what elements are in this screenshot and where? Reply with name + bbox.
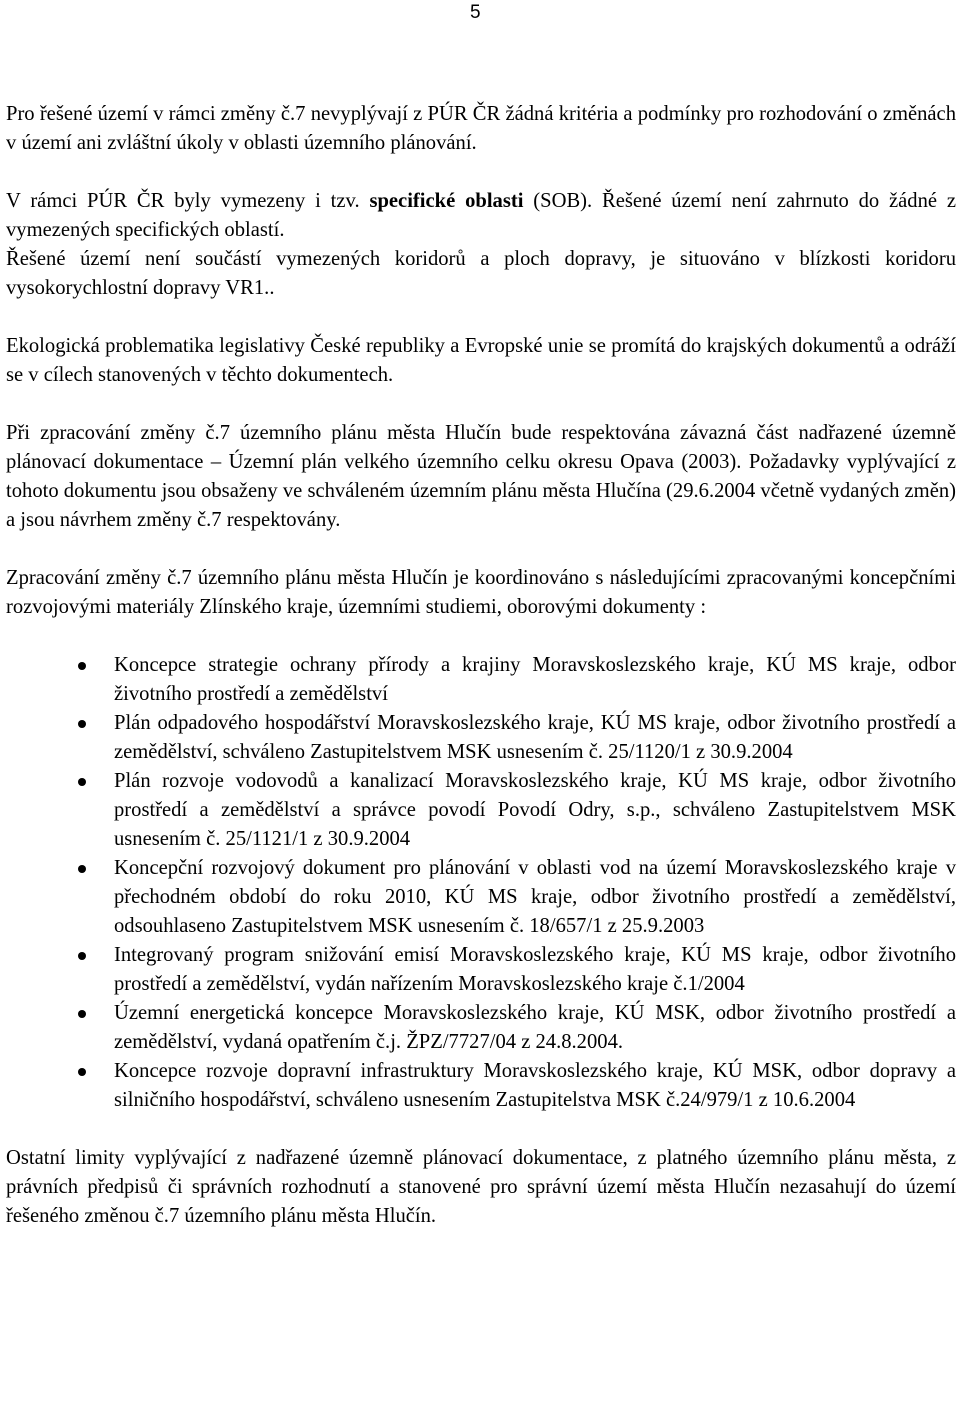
paragraph-text: (SOB). Řešené území není zahrnuto do žádné z vymezených specifických oblastí.	[6, 190, 957, 241]
list-item: Koncepční rozvojový dokument pro plánování v oblasti vod na území Moravskoslezského kraje v přechodném období do roku 2010, KÚ MS kraje, odbor životního prostředí a zemědělství, odsouhlaseno Zastupitelstvem MSK usnesením č. 18/657/1 z 25.9.2003	[6, 854, 956, 941]
paragraph-pur-criteria: Pro řešené území v rámci změny č.7 nevyplývají z PÚR ČR žádná kritéria a podmínky pro rozhodování o změnách v území ani zvláštní úkoly v oblasti územního plánování.	[6, 103, 956, 154]
paragraph-text: V rámci PÚR ČR byly vymezeny i tzv.	[6, 190, 370, 212]
list-item: Územní energetická koncepce Moravskoslezského kraje, KÚ MSK, odbor životního prostředí a zemědělství, vydaná opatřením č.j. ŽPZ/7727/04 z 24.8.2004.	[6, 999, 956, 1057]
list-item: Koncepce strategie ochrany přírody a krajiny Moravskoslezského kraje, KÚ MS kraje, odbor životního prostředí a zemědělství	[6, 651, 956, 709]
documents-list	[6, 651, 956, 1115]
paragraph-specific-areas	[6, 187, 956, 245]
paragraph-other-limits: Ostatní limity vyplývající z nadřazené územně plánovací dokumentace, z platného územního plánu města, z právních předpisů či správních rozhodnutí a stanovené pro správní území města Hlučín nezasahují do území řešeného změnou č.7 územního plánu města Hlučín.	[6, 1147, 956, 1227]
list-item: Integrovaný program snižování emisí Moravskoslezského kraje, KÚ MS kraje, odbor životního prostředí a zemědělství, vydán nařízením Moravskoslezského kraje č.1/2004	[6, 941, 956, 999]
bold-term: specifické oblasti	[369, 190, 524, 212]
page-number: 5	[470, 2, 481, 23]
list-item: Koncepce rozvoje dopravní infrastruktury Moravskoslezského kraje, KÚ MSK, odbor dopravy a silničního hospodářství, schváleno usnesením Zastupitelstva MSK č.24/979/1 z 10.6.2004	[6, 1057, 956, 1115]
list-item: Plán rozvoje vodovodů a kanalizací Moravskoslezského kraje, KÚ MS kraje, odbor životního prostředí a zemědělství a správce povodí Povodí Odry, s.p., schváleno Zastupitelstvem MSK usnesením č. 25/1121/1 z 30.9.2004	[6, 767, 956, 854]
paragraph-coordination: Zpracování změny č.7 územního plánu města Hlučín je koordinováno s následujícími zpracovanými koncepčními rozvojovými materiály Zlínského kraje, územními studiemi, oborovými dokumenty :	[6, 567, 956, 618]
document-body	[6, 100, 956, 1231]
paragraph-ecology: Ekologická problematika legislativy České republiky a Evropské unie se promítá do krajských dokumentů a odráží se v cílech stanovených v těchto dokumentech.	[6, 335, 956, 386]
paragraph-superior-documentation: Při zpracování změny č.7 územního plánu města Hlučín bude respektována závazná část nadřazené územně plánovací dokumentace – Územní plán velkého územního celku okresu Opava (2003). Požadavky vyplývající z tohoto dokumentu jsou obsaženy ve schváleném územním plánu města Hlučína (29.6.2004 včetně vydaných změn) a jsou návrhem změny č.7 respektovány.	[6, 422, 956, 531]
paragraph-corridors: Řešené území není součástí vymezených koridorů a ploch dopravy, je situováno v blízkosti koridoru vysokorychlostní dopravy VR1..	[6, 248, 956, 299]
list-item: Plán odpadového hospodářství Moravskoslezského kraje, KÚ MS kraje, odbor životního prostředí a zemědělství, schváleno Zastupitelstvem MSK usnesením č. 25/1120/1 z 30.9.2004	[6, 709, 956, 767]
